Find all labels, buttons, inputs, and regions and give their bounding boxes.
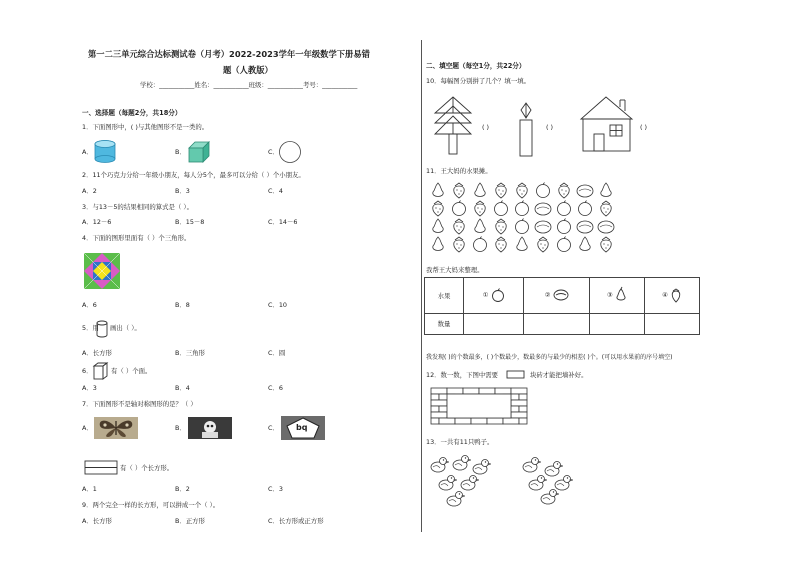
apple-icon xyxy=(558,219,571,234)
brick xyxy=(519,394,527,400)
peach-icon xyxy=(577,221,593,233)
q8-option-c[interactable]: C．3 xyxy=(268,485,283,493)
q4-option-c[interactable]: C．10 xyxy=(268,301,287,309)
fruit-number: ④ xyxy=(662,291,668,300)
strawberry-icon xyxy=(496,219,507,234)
brick-wall-image xyxy=(430,387,530,427)
strawberry-icon xyxy=(454,219,465,234)
q8-option-a[interactable]: A．1 xyxy=(82,485,97,493)
q2-option-a[interactable]: A．2 xyxy=(82,187,97,195)
q9-option-b[interactable]: B．正方形 xyxy=(175,517,205,525)
fruit-number: ③ xyxy=(607,291,613,300)
brick xyxy=(479,388,495,394)
q8-option-b[interactable]: B．2 xyxy=(175,485,190,493)
question-3: 3．与13－5的结果相同的算式是（ ）。 xyxy=(82,203,193,211)
brick xyxy=(519,418,527,424)
strawberry-icon xyxy=(601,201,612,216)
peach-icon xyxy=(535,203,551,215)
q3-option-b[interactable]: B．15－8 xyxy=(175,218,205,226)
strawberry-icon xyxy=(670,287,682,303)
duck-icon xyxy=(431,458,449,473)
pear-icon xyxy=(433,219,443,233)
q4-option-b[interactable]: B．8 xyxy=(175,301,190,309)
q7-option-a[interactable]: A． xyxy=(82,424,93,432)
apple-icon xyxy=(516,219,529,234)
q1-option-b[interactable]: B． xyxy=(175,148,186,156)
fruit-number: ② xyxy=(544,291,551,300)
peach-icon xyxy=(535,221,551,233)
pear-icon xyxy=(433,183,443,197)
strawberry-icon xyxy=(517,183,528,198)
count-cell[interactable] xyxy=(644,313,699,334)
strawberry-icon xyxy=(559,183,570,198)
apple-icon xyxy=(537,183,550,198)
strawberry-icon xyxy=(475,201,486,216)
duck-icon xyxy=(545,462,563,477)
q2-option-c[interactable]: C．4 xyxy=(268,187,283,195)
q10-blank-2[interactable]: ( ) xyxy=(546,123,554,131)
strawberry-icon xyxy=(496,237,507,252)
q1-option-a[interactable]: A． xyxy=(82,148,93,156)
question-7: 7．下面图形不是轴对称图形的是？（ ） xyxy=(82,400,197,408)
q3-option-a[interactable]: A．12－6 xyxy=(82,218,112,226)
question-12-part1: 12．数一数，下图中需要 xyxy=(426,371,499,379)
brick xyxy=(519,406,527,412)
cube-image xyxy=(187,140,211,164)
brick xyxy=(431,418,439,424)
duck-icon xyxy=(541,490,559,505)
rectangle-figure-image xyxy=(84,460,118,476)
fruit-count-table xyxy=(424,277,700,335)
brick xyxy=(511,400,527,406)
table-header-fruit: 水果 xyxy=(425,278,464,314)
q4-option-a[interactable]: A．6 xyxy=(82,301,97,309)
apple-icon xyxy=(579,201,592,216)
strawberry-icon xyxy=(433,201,444,216)
brick xyxy=(431,388,447,394)
circle-image xyxy=(279,141,303,165)
q9-option-c[interactable]: C．长方形或正方形 xyxy=(268,517,324,525)
fruit-stall-image xyxy=(426,180,626,260)
q6-option-a[interactable]: A．3 xyxy=(82,384,97,392)
pear-icon xyxy=(433,237,443,251)
brick xyxy=(447,388,463,394)
q6-option-b[interactable]: B．4 xyxy=(175,384,190,392)
q3-option-c[interactable]: C．14－6 xyxy=(268,218,298,226)
strawberry-icon xyxy=(601,237,612,252)
apple-icon xyxy=(558,201,571,216)
brick xyxy=(511,412,527,418)
mask-image xyxy=(188,417,232,439)
apple-icon xyxy=(474,237,487,252)
butterfly-image xyxy=(94,417,138,439)
peach-icon xyxy=(577,185,593,197)
brick xyxy=(471,418,487,424)
cylinder-outline-image xyxy=(96,320,108,338)
strawberry-icon xyxy=(454,237,465,252)
count-cell[interactable] xyxy=(589,313,644,334)
duck-icon xyxy=(473,460,491,475)
question-1: 1．下面图形中，( )与其他图形不是一类的。 xyxy=(82,123,209,131)
page-title: 第一二三单元综合达标测试卷（月考）2022-2023学年一年级数学下册易错 xyxy=(88,49,370,59)
question-9: 9．两个完全一样的长方形，可以拼成一个（ ）。 xyxy=(82,501,220,509)
house-figure-image xyxy=(580,96,634,154)
duck-icon xyxy=(447,492,465,507)
q11-sentence: 我发现( )的个数最多，( )个数最少，数最多的与最少的相差( )个。(可以用水果前的序号填空) xyxy=(426,354,673,361)
apple-icon xyxy=(495,201,508,216)
brick xyxy=(487,418,503,424)
pear-icon xyxy=(601,183,611,197)
question-13: 13．一共有11只鸭子。 xyxy=(426,438,494,446)
question-11: 11．王大妈的水果摊。 xyxy=(426,167,492,175)
fruit-number: ① xyxy=(482,291,489,300)
strawberry-icon xyxy=(496,183,507,198)
q7-option-b[interactable]: B． xyxy=(175,424,186,432)
pentagon-letters-text: bq xyxy=(296,423,308,432)
duck-icon xyxy=(461,476,479,491)
q9-option-a[interactable]: A．长方形 xyxy=(82,517,112,525)
brick-icon xyxy=(506,370,526,380)
page-title-line2: 题（人教版） xyxy=(223,65,273,75)
duck-icon xyxy=(529,476,547,491)
peach-icon xyxy=(553,289,569,301)
brick xyxy=(463,388,479,394)
apple-icon xyxy=(558,237,571,252)
q1-option-c[interactable]: C． xyxy=(268,148,279,156)
apple-icon xyxy=(516,201,529,216)
question-12-part2: 块砖才能把墙补好。 xyxy=(530,371,588,379)
brick xyxy=(503,418,519,424)
question-2: 2．11个巧克力分给一年级小朋友，每人分5个，最多可以分给（ ）个小朋友。 xyxy=(82,171,305,179)
brick xyxy=(495,388,511,394)
q10-blank-3[interactable]: ( ) xyxy=(640,123,648,131)
column-divider xyxy=(421,40,422,532)
pear-icon xyxy=(475,219,485,233)
triangle-pattern-image xyxy=(84,253,122,291)
duck-icon xyxy=(439,476,457,491)
cuboid-image xyxy=(93,362,109,380)
q11-help-text: 我帮王大妈来整理。 xyxy=(426,266,484,274)
fruit-cell-apple xyxy=(464,278,524,314)
count-cell[interactable] xyxy=(464,313,524,334)
fruit-cell-strawberry xyxy=(644,278,699,314)
table-row xyxy=(425,313,700,334)
candle-figure-image xyxy=(518,102,534,158)
tree-figure-image xyxy=(434,96,474,158)
brick xyxy=(431,412,447,418)
duck-icon xyxy=(523,458,541,473)
fruit-cell-pear xyxy=(589,278,644,314)
q6-option-c[interactable]: C．6 xyxy=(268,384,283,392)
apple-icon xyxy=(453,201,466,216)
table-row xyxy=(425,278,700,314)
question-10: 10．每幅图分别拼了几个？填一填。 xyxy=(426,77,530,85)
pear-icon xyxy=(475,183,485,197)
question-5-part1: 5．用 xyxy=(82,324,99,332)
table-header-count: 数量 xyxy=(425,313,464,334)
duck-icon xyxy=(555,476,573,491)
student-info-line: 学校：___________姓名：___________班级：___________考号：___________ xyxy=(140,81,358,89)
question-4: 4．下面的图形里面有（ ）个三角形。 xyxy=(82,234,191,242)
wall-gap xyxy=(447,394,511,418)
brick xyxy=(431,394,439,400)
pear-icon xyxy=(580,237,590,251)
q7-option-c[interactable]: C． xyxy=(268,424,279,432)
question-8: 有（ ）个长方形。 xyxy=(120,464,174,472)
cylinder-image xyxy=(94,140,116,164)
q5-option-b[interactable]: B．三角形 xyxy=(175,349,205,357)
brick xyxy=(439,418,455,424)
strawberry-icon xyxy=(454,183,465,198)
q2-option-b[interactable]: B．3 xyxy=(175,187,190,195)
q5-option-a[interactable]: A．长方形 xyxy=(82,349,112,357)
duck-icon xyxy=(453,456,471,471)
ducks-group-left-image xyxy=(430,455,500,507)
peach-icon xyxy=(598,221,614,233)
strawberry-icon xyxy=(538,237,549,252)
section-fill-heading: 二、填空题（每空1分，共22分） xyxy=(426,62,526,70)
pear-icon xyxy=(517,237,527,251)
q5-option-c[interactable]: C．圆 xyxy=(268,349,286,357)
brick xyxy=(431,400,447,406)
question-5-part2: 画出（ ）。 xyxy=(110,324,141,332)
brick xyxy=(511,388,527,394)
q10-blank-1[interactable]: ( ) xyxy=(482,123,490,131)
question-6-part1: 6． xyxy=(82,367,93,375)
apple-icon xyxy=(491,288,505,302)
pear-icon xyxy=(615,287,627,303)
brick xyxy=(431,406,439,412)
count-cell[interactable] xyxy=(524,313,590,334)
fruit-cell-peach xyxy=(524,278,590,314)
ducks-group-right-image xyxy=(518,455,588,507)
brick xyxy=(455,418,471,424)
question-6-part2: 有（ ）个面。 xyxy=(111,367,152,375)
section-choice-heading: 一、选择题（每题2分，共18分） xyxy=(82,109,182,117)
